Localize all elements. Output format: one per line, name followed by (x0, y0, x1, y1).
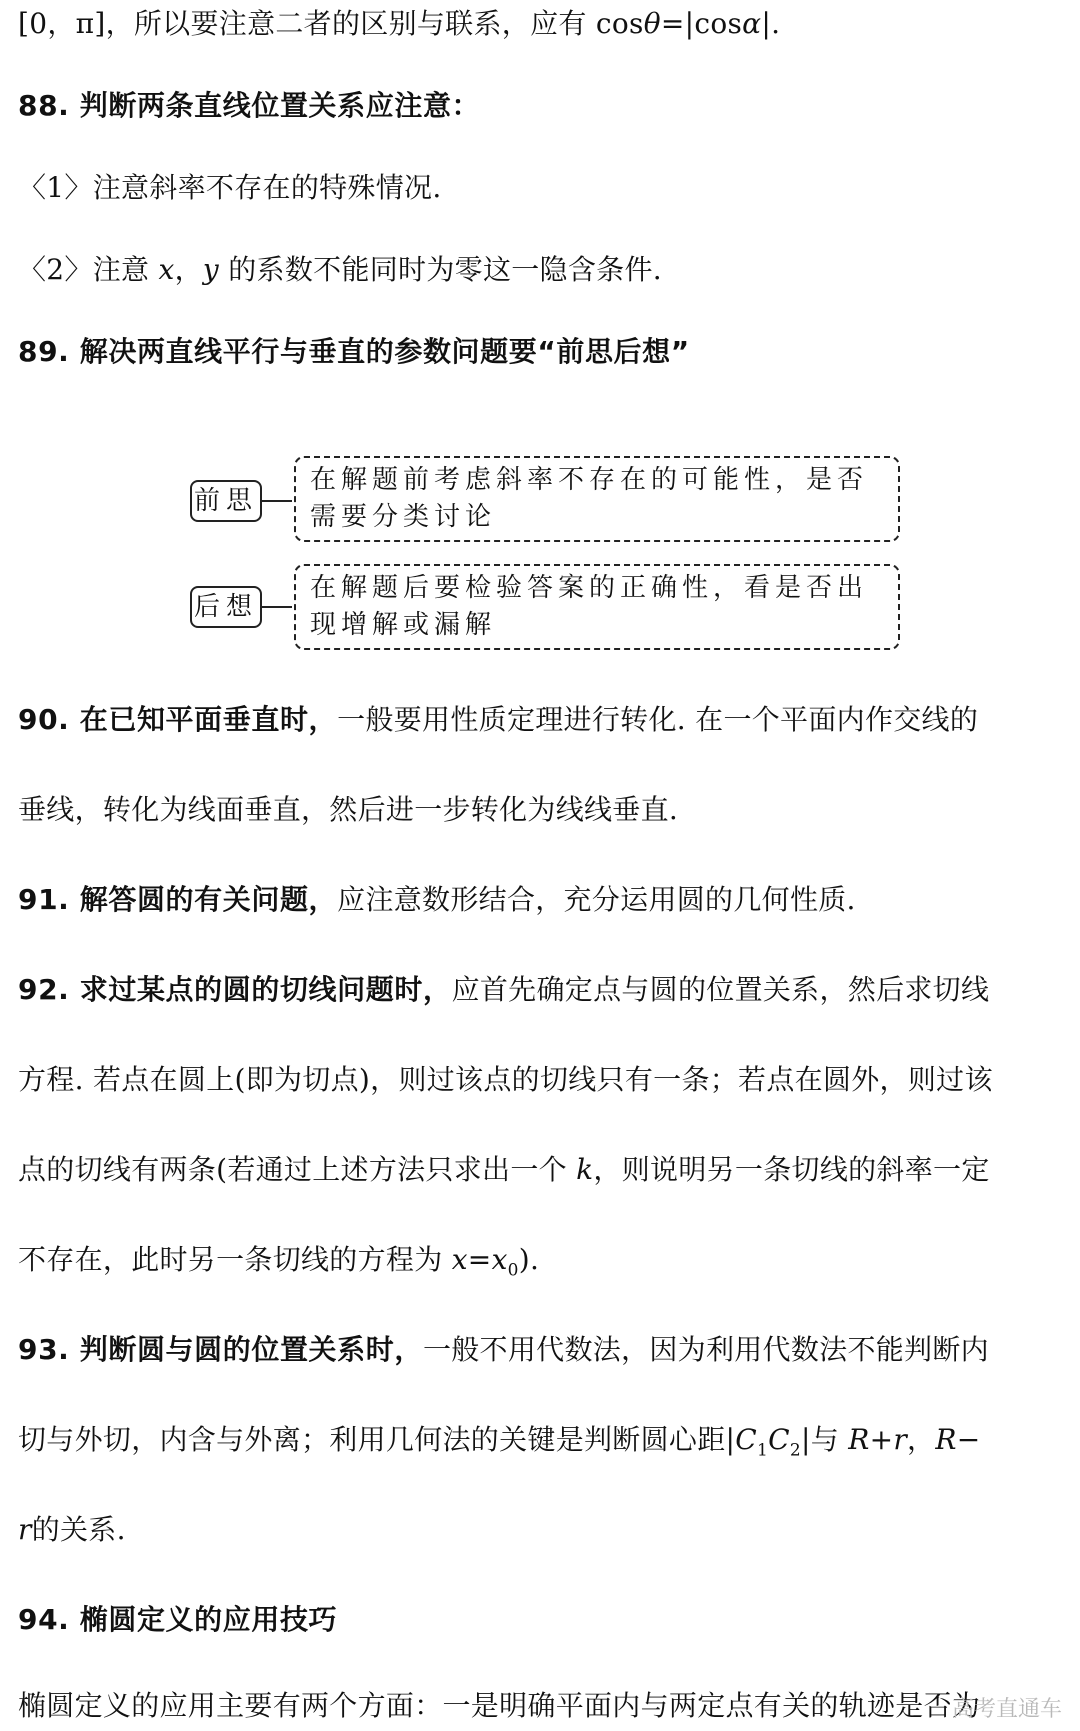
tag-houxiang: 后想 (190, 586, 262, 628)
item-88-2: 〈2〉注意 x，y 的系数不能同时为零这一隐含条件. (18, 253, 662, 286)
para-93-line2: 切与外切，内含与外离；利用几何法的关键是判断圆心距$|C_1C_2|$与 R+r，R− (18, 1423, 981, 1461)
text-line: [0，π]，所以要注意二者的区别与联系，应有 cosθ=|cosα|. (18, 7, 781, 40)
para-90-line2: 垂线，转化为线面垂直，然后进一步转化为线线垂直. (18, 793, 679, 826)
para-90-line1: 90. 在已知平面垂直时，一般要用性质定理进行转化. 在一个平面内作交线的 (18, 703, 979, 736)
para-93-line1: 93. 判断圆与圆的位置关系时，一般不用代数法，因为利用代数法不能判断内 (18, 1333, 989, 1366)
heading-88: 88. 判断两条直线位置关系应注意： (18, 89, 481, 122)
para-91: 91. 解答圆的有关问题，应注意数形结合，充分运用圆的几何性质. (18, 883, 856, 916)
para-92-line3: 点的切线有两条(若通过上述方法只求出一个 k，则说明另一条切线的斜率一定 (18, 1153, 990, 1186)
para-92-line4: 不存在，此时另一条切线的方程为 $x=x_0$). (18, 1243, 540, 1281)
para-94-line1: 椭圆定义的应用主要有两个方面：一是明确平面内与两定点有关的轨迹是否为 (18, 1689, 981, 1722)
connector (262, 606, 292, 608)
connector (262, 500, 292, 502)
tag-qiansi: 前思 (190, 480, 262, 522)
watermark: 高考直通车 (951, 1697, 1062, 1722)
item-88-1: 〈1〉注意斜率不存在的特殊情况. (18, 171, 442, 204)
para-92-line2: 方程. 若点在圆上(即为切点)，则过该点的切线只有一条；若点在圆外，则过该 (18, 1063, 993, 1096)
para-93-line3: r的关系. (18, 1513, 126, 1546)
box-houxiang: 在解题后要检验答案的正确性，看是否出现增解或漏解 (294, 564, 900, 650)
box-qiansi: 在解题前考虑斜率不存在的可能性，是否需要分类讨论 (294, 456, 900, 542)
heading-94: 94. 椭圆定义的应用技巧 (18, 1603, 338, 1636)
para-92-line1: 92. 求过某点的圆的切线问题时，应首先确定点与圆的位置关系，然后求切线 (18, 973, 990, 1006)
heading-89: 89. 解决两直线平行与垂直的参数问题要“前思后想” (18, 335, 690, 368)
